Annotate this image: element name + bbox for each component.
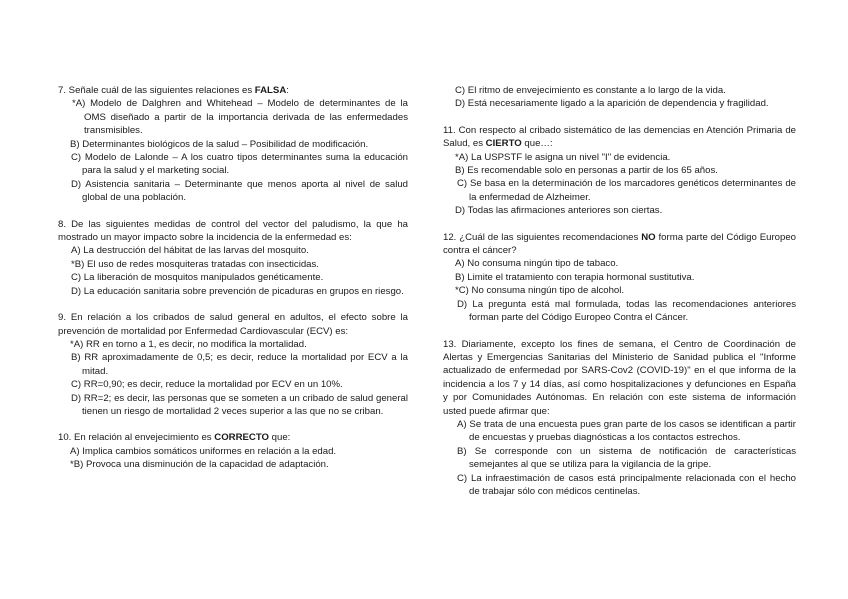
option-c: C) La infraestimación de casos está principalmente relacionada con el hecho de trabajar sólo con médicos centinelas. [457,472,796,497]
option-c: C) El ritmo de envejecimiento es constante a lo largo de la vida. [455,85,726,96]
option-c: C) Se basa en la determinación de los marcadores genéticos determinantes de la enfermedad de Alzheimer. [457,178,796,203]
option-c: C) La liberación de mosquitos manipulados genéticamente. [71,272,324,284]
option-a: A) No consuma ningún tipo de tabaco. [455,258,619,270]
option-b: B) Limite el tratamiento con terapia hormonal sustitutiva. [455,271,695,283]
question-10-continued [443,84,796,111]
question-stem: 10. En relación al envejecimiento es CORRECTO que: [58,432,291,444]
option-d: D) Está necesariamente ligado a la aparición de dependencia y fragilidad. [455,98,769,110]
emphasis-falsa: FALSA [254,85,287,96]
question-10 [58,431,408,471]
option-b: B) RR aproximadamente de 0,5; es decir, reduce la mortalidad por ECV a la mitad. [71,352,408,377]
option-c: *C) No consuma ningún tipo de alcohol. [455,285,625,297]
question-stem: 9. En relación a los cribados de salud general en adultos, el efecto sobre la prevención de mortalidad por Enfermedad Cardiovascular (ECV) es: [58,312,408,337]
right-column [443,84,796,511]
option-d: D) La pregunta está mal formulada, todas las recomendaciones anteriores forman parte del Código Europeo Contra el Cáncer. [457,298,796,324]
option-a: *A) Modelo de Dalghren and Whitehead – Modelo de determinantes de la OMS diseñado a partir de la importancia derivada de las enfermedades transmisibles. [72,98,408,137]
question-7 [58,84,408,205]
option-c: C) RR=0,90; es decir, reduce la mortalidad por ECV en un 10%. [71,379,343,391]
emphasis-no: NO [641,231,656,243]
option-d: D) RR=2; es decir, las personas que se someten a un cribado de salud general tienen un riesgo de mortalidad 2 veces superior a las que no se criban. [71,392,408,417]
option-d: D) Todas las afirmaciones anteriores son ciertas. [455,205,663,217]
question-13 [443,338,796,499]
option-b: *B) El uso de redes mosquiteras tratadas con insecticidas. [71,258,319,270]
question-9 [58,311,408,418]
option-d: D) Asistencia sanitaria – Determinante que menos aporta al nivel de salud global de una población. [71,178,408,204]
question-stem: 7. Señale cuál de las siguientes relaciones es FALSA: [58,85,289,96]
option-a: A) La destrucción del hábitat de las larvas del mosquito. [71,245,309,257]
option-a: A) Se trata de una encuesta pues gran parte de los casos se identifican a partir de encuestas y pruebas diagnósticas a los contactos estrechos. [457,418,796,444]
option-a: *A) La USPSTF le asigna un nivel "I" de evidencia. [455,151,671,163]
question-12 [443,231,796,325]
option-b: B) Determinantes biológicos de la salud – Posibilidad de modificación. [70,138,369,150]
option-b: B) Se corresponde con un sistema de notificación de características semejantes al que se utiliza para la vigilancia de la gripe. [457,445,796,471]
option-b: B) Es recomendable solo en personas a partir de los 65 años. [455,165,718,177]
emphasis-correcto: CORRECTO [214,432,269,444]
option-b: *B) Provoca una disminución de la capacidad de adaptación. [70,459,329,471]
question-stem: 13. Diariamente, excepto los fines de semana, el Centro de Coordinación de Alertas y Emergencias Sanitarias del Ministerio de Sanidad publica el "Informe actualizado de enfermedad por SARS-Cov2 (COVID-19)" en el que informa de la incidencia a los 7 y 14 días, así como hospitalizaciones y defunciones en España y por Comunidades Autónomas. En relación con este sistema de información usted puede afirmar que: [443,338,796,417]
question-stem: 8. De las siguientes medidas de control del vector del paludismo, la que ha mostrado un mayor impacto sobre la incidencia de la enfermedad es: [58,218,408,244]
question-stem: 12. ¿Cuál de las siguientes recomendaciones NO forma parte del Código Europeo contra el cáncer? [443,231,796,257]
option-a: *A) RR en torno a 1, es decir, no modifica la mortalidad. [70,338,307,350]
left-column [58,84,408,485]
question-stem: 11. Con respecto al cribado sistemático de las demencias en Atención Primaria de Salud, es CIERTO que…: [443,124,796,150]
option-d: D) La educación sanitaria sobre prevención de picaduras en grupos en riesgo. [71,285,404,297]
option-c: C) Modelo de Lalonde – A los cuatro tipos determinantes suma la educación para la salud y el marketing social. [71,152,408,177]
option-a: A) Implica cambios somáticos uniformes en relación a la edad. [70,445,337,457]
question-8 [58,218,408,298]
emphasis-cierto: CIERTO [485,138,522,150]
question-11 [443,124,796,218]
